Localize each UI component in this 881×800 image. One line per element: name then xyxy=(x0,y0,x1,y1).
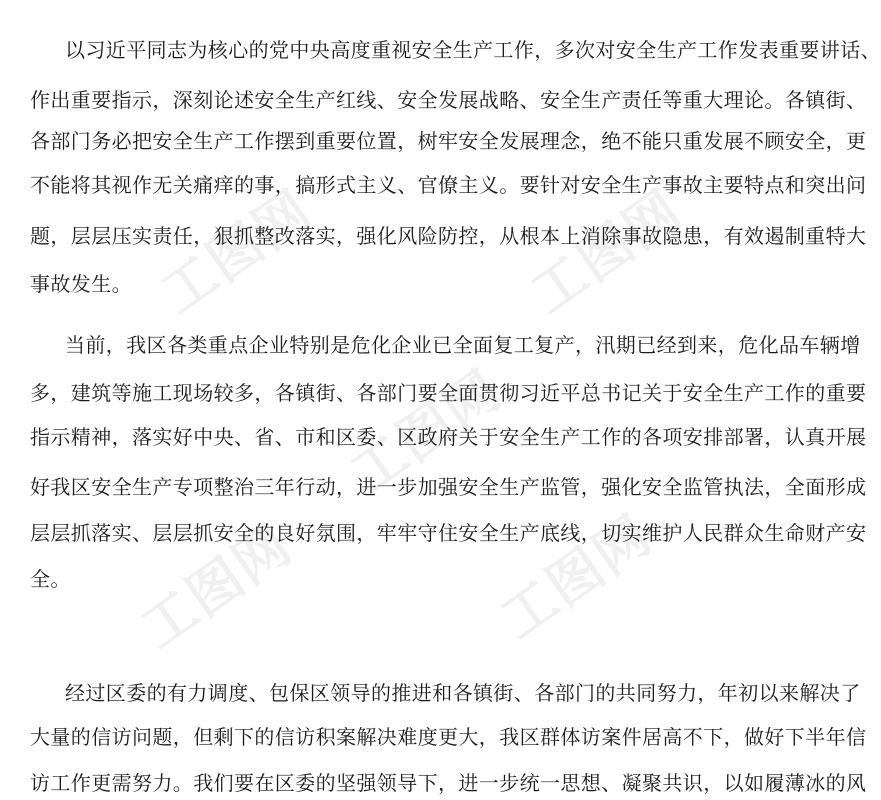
text-line: 多，建筑等施工现场较多，各镇街、各部门要全面贯彻习近平总书记关于安全生产工作的重要 xyxy=(30,381,867,405)
watermark: 工图网 xyxy=(149,177,324,326)
text-line: 大量的信访问题，但剩下的信访积案解决难度更大，我区群体访案件居高不下，做好下半年信 xyxy=(30,725,867,749)
watermark: 工图网 xyxy=(339,357,514,506)
text-line: 事故发生。 xyxy=(30,272,132,296)
watermark: 工图网 xyxy=(129,512,304,661)
text-line: 题，层层压实责任，狠抓整改落实，强化风险防控，从根本上消除事故隐患，有效遏制重特大 xyxy=(30,224,867,248)
text-line: 不能将其视作无关痛痒的事，搞形式主义、官僚主义。要针对安全生产事故主要特点和突出问 xyxy=(30,173,867,197)
watermark: 工图网 xyxy=(519,177,694,326)
text-line: 好我区安全生产专项整治三年行动，进一步加强安全生产监管，强化安全监管执法，全面形成 xyxy=(30,475,867,499)
text-line: 作出重要指示，深刻论述安全生产红线、安全发展战略、安全生产责任等重大理论。各镇街、 xyxy=(30,88,867,112)
text-line: 访工作更需努力。我们要在区委的坚强领导下，进一步统一思想、凝聚共识，以如履薄冰的风 xyxy=(30,771,867,795)
text-line: 当前，我区各类重点企业特别是危化企业已全面复工复产，汛期已经到来，危化品车辆增 xyxy=(65,333,861,357)
text-line: 指示精神，落实好中央、省、市和区委、区政府关于安全生产工作的各项安排部署，认真开展 xyxy=(30,425,867,449)
text-line: 层层抓落实、层层抓安全的良好氛围，牢牢守住安全生产底线，切实维护人民群众生命财产安 xyxy=(30,521,867,545)
text-line: 以习近平同志为核心的党中央高度重视安全生产工作，多次对安全生产工作发表重要讲话、 xyxy=(65,38,881,62)
watermark: 工图网 xyxy=(489,502,664,651)
text-line: 各部门务必把安全生产工作摆到重要位置，树牢安全发展理念，绝不能只重发展不顾安全，更 xyxy=(30,129,867,153)
text-line: 经过区委的有力调度、包保区领导的推进和各镇街、各部门的共同努力，年初以来解决了 xyxy=(65,681,861,705)
text-line: 全。 xyxy=(30,567,71,591)
